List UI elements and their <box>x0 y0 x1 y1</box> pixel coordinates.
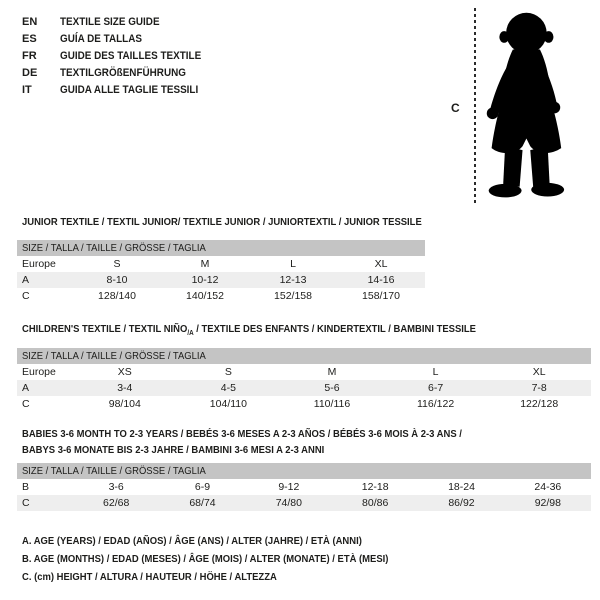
table-cell: 62/68 <box>103 497 130 509</box>
language-row-de <box>22 65 217 82</box>
row-label: C <box>22 497 30 509</box>
table-cell: 14-16 <box>367 274 395 286</box>
subscript-text: /A <box>187 330 194 338</box>
language-code: ES <box>22 33 37 45</box>
table-cell: 116/122 <box>417 398 455 410</box>
legend-line-c: C. (cm) HEIGHT / ALTURA / HAUTEUR / HÖHE / ALTEZZA <box>22 571 277 583</box>
language-title: TEXTILE SIZE GUIDE <box>60 16 160 28</box>
table-cell: XS <box>117 366 132 378</box>
table-cell: 18-24 <box>448 481 475 493</box>
table-cell: 12-18 <box>361 481 389 493</box>
table-row <box>17 364 591 380</box>
row-label: C <box>22 398 30 410</box>
size-header-bar: SIZE / TALLA / TAILLE / GRÖSSE / TAGLIA <box>17 348 591 364</box>
table-row <box>17 479 591 495</box>
language-title: TEXTILGRÖßENFÜHRUNG <box>60 67 186 79</box>
height-dashed-line <box>474 8 476 206</box>
toddler-silhouette-icon <box>480 6 596 211</box>
language-row-es <box>22 31 217 48</box>
language-code: IT <box>22 84 32 96</box>
table-cell: 68/74 <box>189 497 216 509</box>
table-row <box>17 256 425 272</box>
table-cell: 3-4 <box>117 382 133 394</box>
language-title: GUIDA ALLE TAGLIE TESSILI <box>60 84 199 96</box>
table-cell: 152/158 <box>274 290 312 302</box>
table-cell: 8-10 <box>106 274 128 286</box>
table-cell: 6-9 <box>194 481 211 493</box>
language-code: FR <box>22 50 37 62</box>
table-cell: 110/116 <box>313 398 351 410</box>
table-row <box>17 288 425 304</box>
table-cell: 4-5 <box>220 382 236 394</box>
measurement-legend <box>22 532 429 586</box>
size-header-bar: SIZE / TALLA / TAILLE / GRÖSSE / TAGLIA <box>17 240 425 256</box>
table-cell: L <box>290 258 296 270</box>
row-label: C <box>22 290 30 302</box>
table-cell: 9-12 <box>278 481 300 493</box>
table-cell: S <box>113 258 121 270</box>
table-cell: 12-13 <box>279 274 307 286</box>
height-marker-label: C <box>451 101 460 115</box>
table-cell: 98/104 <box>108 398 141 410</box>
table-cell: S <box>224 366 232 378</box>
table-cell: M <box>327 366 337 378</box>
table-cell: L <box>432 366 439 378</box>
language-header <box>22 14 217 99</box>
table-cell: 128/140 <box>98 290 136 302</box>
babies-table <box>17 463 591 511</box>
legend-line-b: B. AGE (MONTHS) / EDAD (MESES) / ÂGE (MOIS) / ALTER (MONATE) / ETÀ (MESI) <box>22 553 389 565</box>
row-label: A <box>22 274 30 286</box>
children-table <box>17 348 591 412</box>
table-cell: 10-12 <box>191 274 219 286</box>
table-cell: 104/110 <box>209 398 247 410</box>
table-cell: 7-8 <box>531 382 547 394</box>
junior-table-title: JUNIOR TEXTILE / TEXTIL JUNIOR/ TEXTILE JUNIOR / JUNIORTEXTIL / JUNIOR TESSILE <box>22 216 422 228</box>
table-cell: 3-6 <box>108 481 124 493</box>
table-cell: 74/80 <box>275 497 302 509</box>
table-row <box>17 396 591 412</box>
table-row <box>17 272 425 288</box>
language-code: EN <box>22 16 38 28</box>
language-code: DE <box>22 67 38 79</box>
table-cell: 6-7 <box>428 382 444 394</box>
table-cell: 122/128 <box>520 398 559 410</box>
row-label: Europe <box>22 258 56 270</box>
table-cell: 80/86 <box>362 497 389 509</box>
table-cell: 24-36 <box>534 481 562 493</box>
table-cell: 86/92 <box>448 497 475 509</box>
table-cell: XL <box>532 366 546 378</box>
row-label: A <box>22 382 30 394</box>
table-row <box>17 495 591 511</box>
row-label: B <box>22 481 30 493</box>
table-cell: 158/170 <box>362 290 400 302</box>
language-row-it <box>22 82 217 99</box>
language-title: GUIDE DES TAILLES TEXTILE <box>60 50 202 62</box>
legend-line-a: A. AGE (YEARS) / EDAD (AÑOS) / ÂGE (ANS) / ALTER (JAHRE) / ETÀ (ANNI) <box>22 535 362 547</box>
size-header-bar: SIZE / TALLA / TAILLE / GRÖSSE / TAGLIA <box>17 463 591 479</box>
table-cell: 92/98 <box>534 497 561 509</box>
table-cell: M <box>200 258 210 270</box>
table-row <box>17 380 591 396</box>
babies-table-title: BABIES 3-6 MONTH TO 2-3 YEARS / BEBÉS 3-6 MESES A 2-3 AÑOS / BÉBÉS 3-6 MOIS À 2-3 ANS / BABYS 3-6 MONATE BIS 2-3 JAHRE / BAMBINI 3-6 MESI A 2-3 ANNI <box>22 428 462 456</box>
children-table-title: CHILDREN'S TEXTILE / TEXTIL $NIÑO_{/A}$ / TEXTILE DES ENFANTS / KINDERTEXTIL / BAMBINI TESSILE <box>22 323 476 338</box>
language-row-en <box>22 14 217 31</box>
junior-table <box>17 240 425 304</box>
table-cell: 140/152 <box>186 290 224 302</box>
row-label: Europe <box>22 366 56 378</box>
language-row-fr <box>22 48 217 65</box>
table-cell: 5-6 <box>324 382 340 394</box>
language-title: GUÍA DE TALLAS <box>60 33 142 45</box>
table-cell: XL <box>374 258 388 270</box>
